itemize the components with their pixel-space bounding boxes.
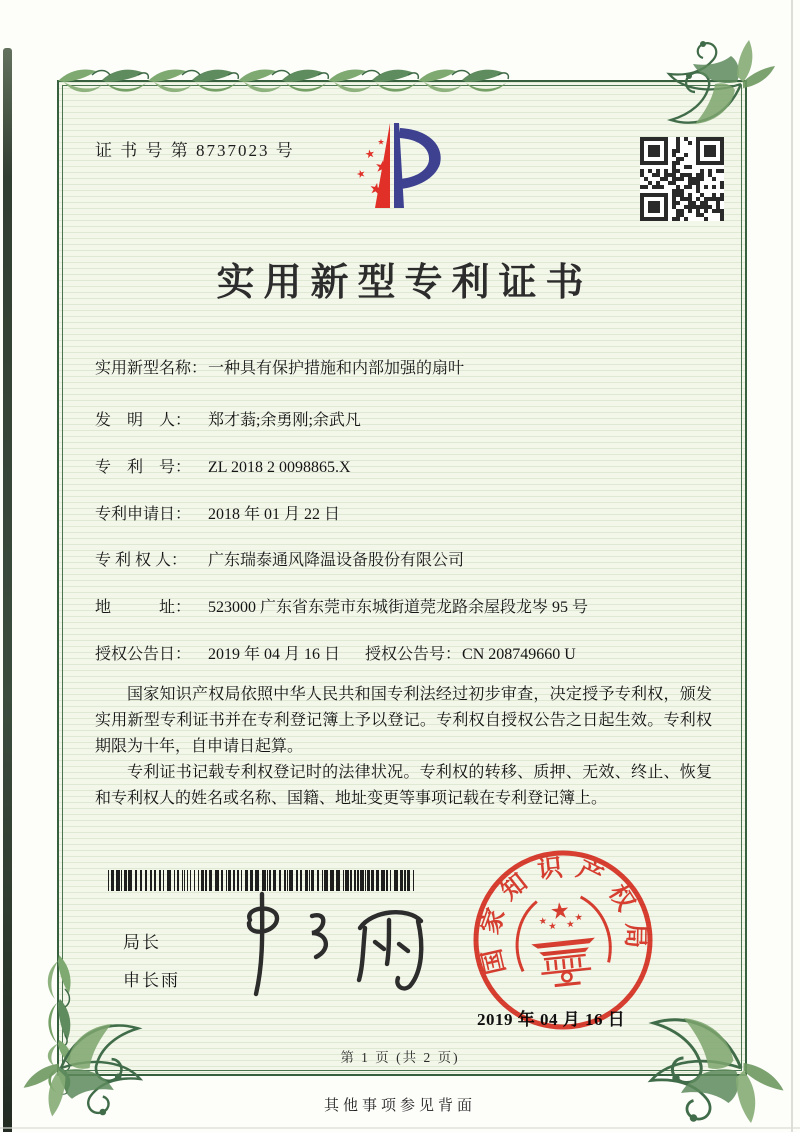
qr-code-icon [640,137,724,221]
field-row-grant [95,641,720,664]
certificate-title: 实用新型专利证书 [216,262,593,304]
field-value: 2019 年 04 月 16 日 [208,646,341,663]
field-label: 发 明 人： [95,412,192,429]
field-label: 实用新型名称： [95,360,208,377]
certificate-number: 证 书 号 第 8737023 号 [95,141,295,160]
field-label: 地 址： [95,599,192,616]
official-seal-icon [468,845,658,1035]
scan-edge-left [3,48,12,1132]
legal-paragraph-1: 国家知识产权局依照中华人民共和国专利法经过初步审查，决定授予专利权，颁发实用新型专利证书并在专利登记簿上予以登记。专利权自授权公告之日起生效。专利权期限为十年，自申请日起算。 [95,686,712,755]
legal-text [95,682,712,812]
commissioner-name: 申长雨 [123,971,180,990]
seal-text: 国家知识产权局 [476,853,649,977]
back-note: 其他事项参见背面 [323,1098,476,1114]
scan-edge-bottom [0,1127,800,1129]
field-row-invention-name [95,355,720,378]
field-label: 授权公告号： [365,646,462,663]
field-value: ZL 2018 2 0098865.X [208,459,351,476]
field-value: 2018 年 01 月 22 日 [208,506,341,523]
legal-paragraph-2: 专利证书记载专利权登记时的法律状况。专利权的转移、质押、无效、终止、恢复和专利权人的姓名或名称、国籍、地址变更等事项记载在专利登记簿上。 [95,764,712,807]
seal-date: 2019 年 04 月 16 日 [477,1010,626,1029]
field-row-patentee [95,547,720,570]
cnipa-logo-icon [336,116,468,234]
field-label: 专 利 号： [95,459,192,476]
field-row-address [95,594,720,617]
field-value: 一种具有保护措施和内部加强的扇叶 [208,360,465,377]
scan-edge-right [791,0,793,1132]
field-label: 专 利 权 人： [95,552,188,569]
field-label: 授权公告日： [95,646,192,663]
field-value: 广东瑞泰通风降温设备股份有限公司 [208,552,465,569]
field-row-filing-date [95,501,720,524]
field-value: 郑才蓊;余勇刚;余武凡 [208,412,361,429]
field-value: 523000 广东省东莞市东城街道莞龙路余屋段龙岑 95 号 [208,599,589,616]
commissioner-title: 局长 [123,933,161,952]
field-value: CN 208749660 U [462,646,576,663]
commissioner-signature-icon [212,886,452,1004]
grant-publication-number [365,641,576,664]
field-label: 专利申请日： [95,506,192,523]
field-row-patent-number [95,454,720,477]
field-row-inventors [95,407,720,430]
page-indicator: 第 1 页 (共 2 页) [340,1050,460,1065]
